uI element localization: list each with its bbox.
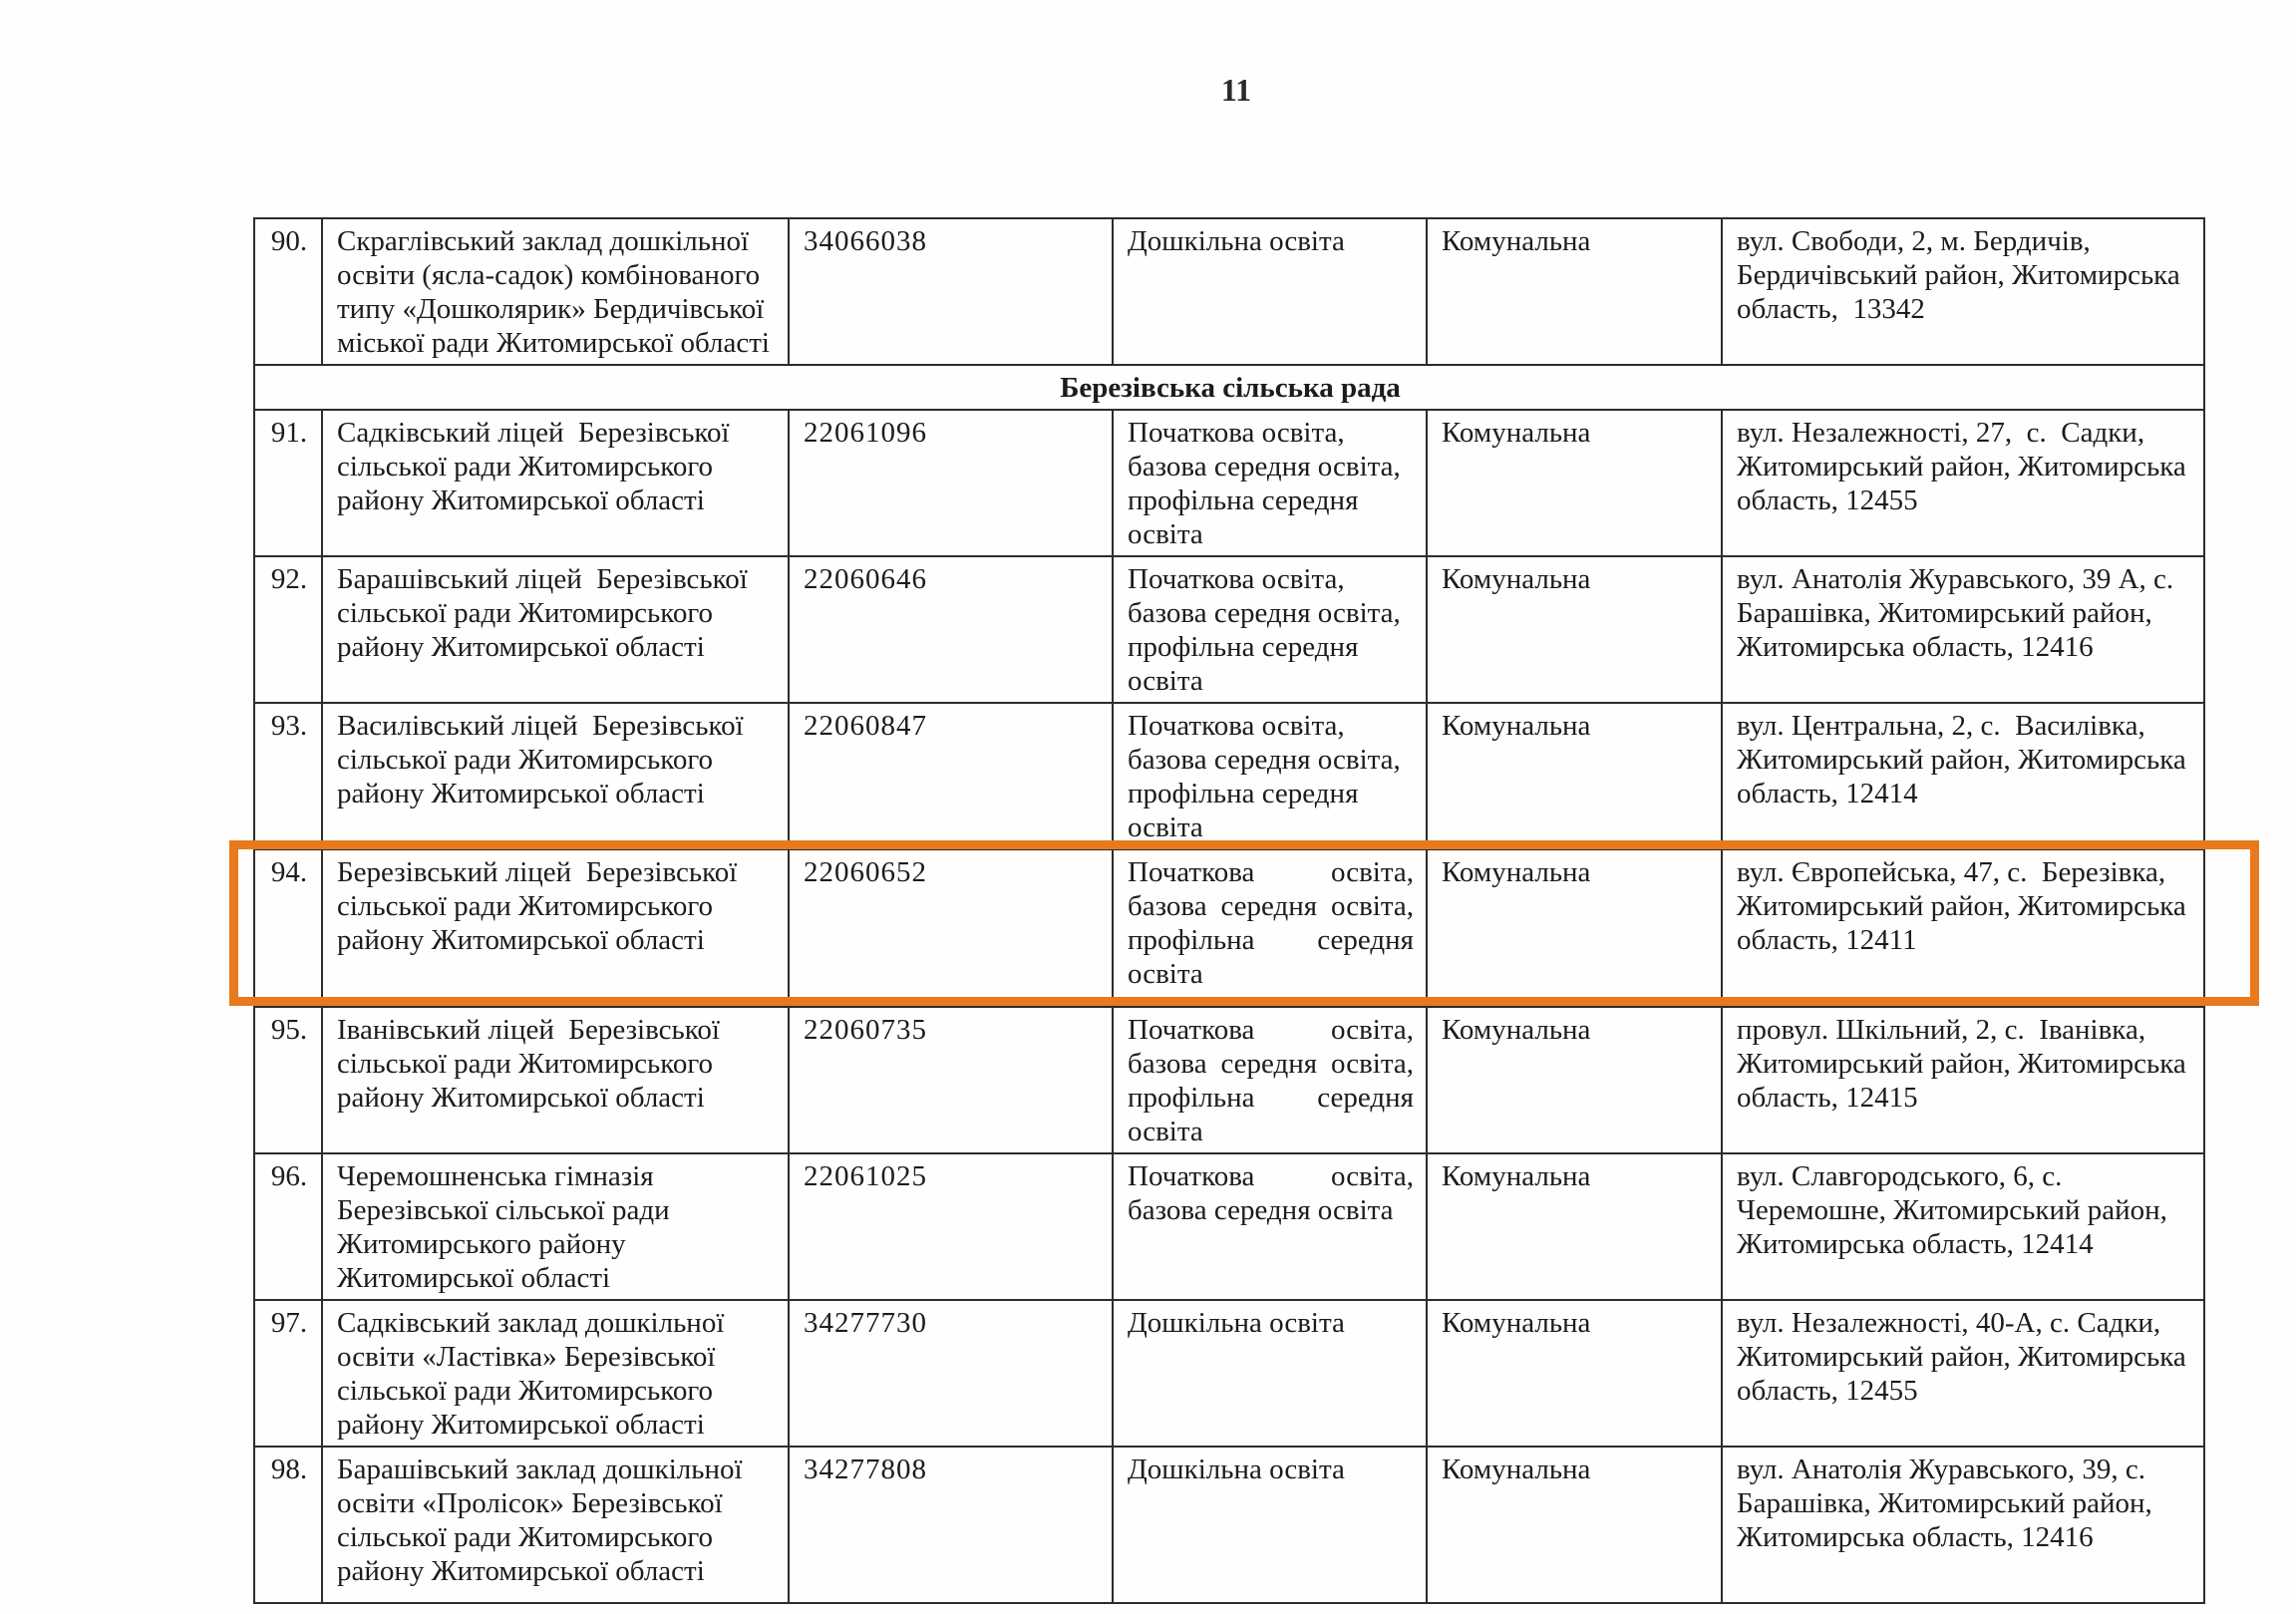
code-cell: 34277730	[789, 1300, 1113, 1447]
address-cell: провул. Шкільний, 2, с. Іванівка, Житомирський район, Житомирська область, 12415	[1722, 1007, 2204, 1153]
code-cell: 34066038	[789, 218, 1113, 365]
ownership-cell: Комунальна	[1427, 1447, 1722, 1603]
address-cell: вул. Незалежності, 27, с. Садки, Житомирський район, Житомирська область, 12455	[1722, 410, 2204, 556]
code-cell: 22061025	[789, 1153, 1113, 1300]
address-cell: вул. Анатолія Журавського, 39, с. Барашівка, Житомирський район, Житомирська область, 12416	[1722, 1447, 2204, 1603]
table-row	[254, 1007, 2204, 1153]
registry-table	[253, 217, 2205, 1604]
education-cell: Дошкільна освіта	[1113, 218, 1427, 365]
code-cell: 22060735	[789, 1007, 1113, 1153]
num-cell: 91.	[254, 410, 322, 556]
name-cell: Барашівський заклад дошкільної освіти «Пролісок» Березівської сільської ради Житомирського району Житомирської області	[322, 1447, 789, 1603]
education-cell: Початкова освіта, базова середня освіта, профільна середня освіта	[1113, 703, 1427, 849]
table-row	[254, 849, 2204, 1007]
ownership-cell: Комунальна	[1427, 849, 1722, 1007]
code-cell: 34277808	[789, 1447, 1113, 1603]
name-cell: Черемошненська гімназія Березівської сільської ради Житомирського району Житомирської області	[322, 1153, 789, 1300]
education-cell: Початкова освіта, базова середня освіта	[1113, 1153, 1427, 1300]
num-cell: 94.	[254, 849, 322, 1007]
ownership-cell: Комунальна	[1427, 1007, 1722, 1153]
num-cell: 95.	[254, 1007, 322, 1153]
num-cell: 96.	[254, 1153, 322, 1300]
section-title: Березівська сільська рада	[254, 365, 2204, 410]
name-cell: Барашівський ліцей Березівської сільської ради Житомирського району Житомирської області	[322, 556, 789, 703]
num-cell: 97.	[254, 1300, 322, 1447]
table-row	[254, 703, 2204, 849]
num-cell: 90.	[254, 218, 322, 365]
address-cell: вул. Свободи, 2, м. Бердичів, Бердичівський район, Житомирська область, 13342	[1722, 218, 2204, 365]
ownership-cell: Комунальна	[1427, 1153, 1722, 1300]
name-cell: Іванівський ліцей Березівської сільської ради Житомирського району Житомирської області	[322, 1007, 789, 1153]
ownership-cell: Комунальна	[1427, 556, 1722, 703]
code-cell: 22060847	[789, 703, 1113, 849]
name-cell: Березівський ліцей Березівської сільської ради Житомирського району Житомирської області	[322, 849, 789, 1007]
address-cell: вул. Анатолія Журавського, 39 А, с. Барашівка, Житомирський район, Житомирська область, 12416	[1722, 556, 2204, 703]
ownership-cell: Комунальна	[1427, 703, 1722, 849]
education-cell: Початкова освіта, базова середня освіта, профільна середня освіта	[1113, 556, 1427, 703]
address-cell: вул. Славгородського, 6, с. Черемошне, Житомирський район, Житомирська область, 12414	[1722, 1153, 2204, 1300]
education-cell: Дошкільна освіта	[1113, 1447, 1427, 1603]
table-row	[254, 1300, 2204, 1447]
ownership-cell: Комунальна	[1427, 218, 1722, 365]
num-cell: 98.	[254, 1447, 322, 1603]
education-cell: Початкова освіта, базова середня освіта, профільна середня освіта	[1113, 849, 1427, 1007]
code-cell: 22061096	[789, 410, 1113, 556]
table-row	[254, 556, 2204, 703]
table-row	[254, 1153, 2204, 1300]
table-row	[254, 410, 2204, 556]
education-cell: Початкова освіта, базова середня освіта, профільна середня освіта	[1113, 1007, 1427, 1153]
education-cell: Дошкільна освіта	[1113, 1300, 1427, 1447]
table-row	[254, 218, 2204, 365]
address-cell: вул. Центральна, 2, с. Василівка, Житомирський район, Житомирська область, 12414	[1722, 703, 2204, 849]
name-cell: Скраглівський заклад дошкільної освіти (ясла-садок) комбінованого типу «Дошколярик» Бердичівської міської ради Житомирської області	[322, 218, 789, 365]
table-body	[254, 218, 2204, 1603]
ownership-cell: Комунальна	[1427, 1300, 1722, 1447]
address-cell: вул. Незалежності, 40-А, с. Садки, Житомирський район, Житомирська область, 12455	[1722, 1300, 2204, 1447]
name-cell: Садківський ліцей Березівської сільської ради Житомирського району Житомирської області	[322, 410, 789, 556]
name-cell: Садківський заклад дошкільної освіти «Ластівка» Березівської сільської ради Житомирського району Житомирської області	[322, 1300, 789, 1447]
section-row	[254, 365, 2204, 410]
address-cell: вул. Європейська, 47, с. Березівка, Житомирський район, Житомирська область, 12411	[1722, 849, 2204, 1007]
page-number: 11	[1220, 72, 1252, 108]
code-cell: 22060652	[789, 849, 1113, 1007]
table-row	[254, 1447, 2204, 1603]
num-cell: 92.	[254, 556, 322, 703]
ownership-cell: Комунальна	[1427, 410, 1722, 556]
num-cell: 93.	[254, 703, 322, 849]
name-cell: Василівський ліцей Березівської сільської ради Житомирського району Житомирської області	[322, 703, 789, 849]
education-cell: Початкова освіта, базова середня освіта, профільна середня освіта	[1113, 410, 1427, 556]
code-cell: 22060646	[789, 556, 1113, 703]
